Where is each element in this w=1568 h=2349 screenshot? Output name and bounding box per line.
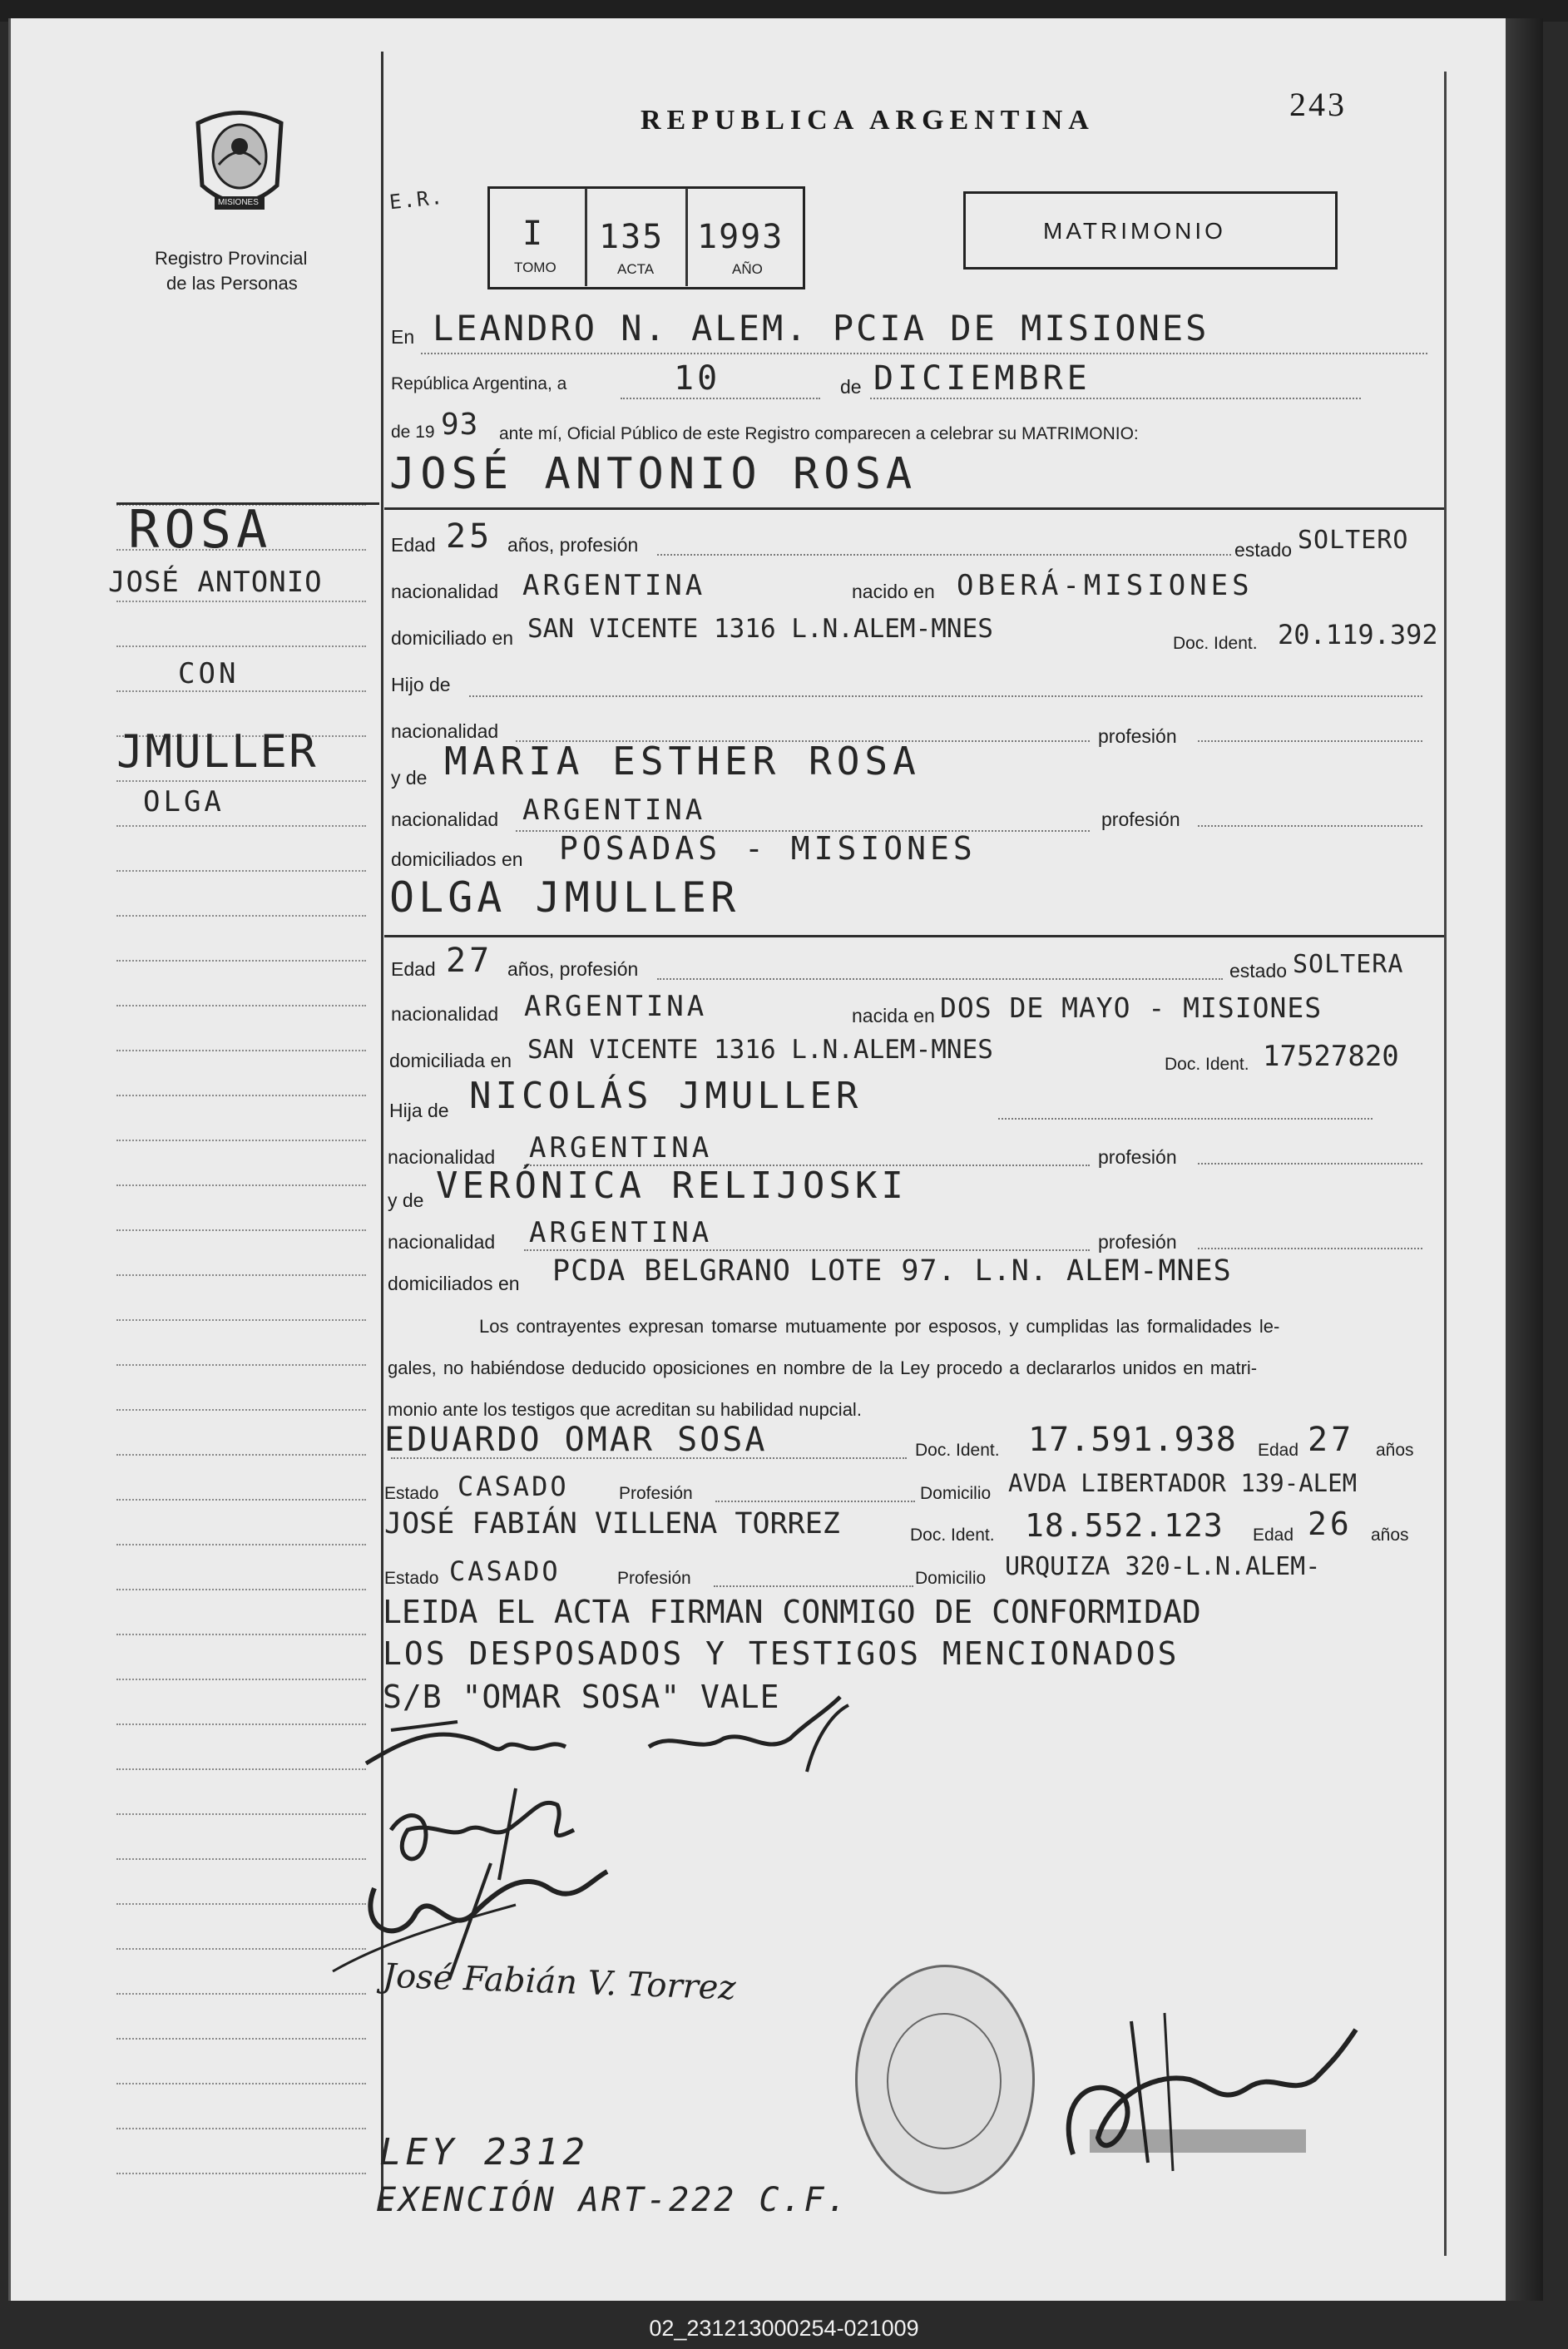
margin-connector: CON	[178, 657, 240, 690]
groom-parents-domicilio: POSADAS - MISIONES	[559, 830, 977, 867]
republica-label: República Argentina, a	[391, 374, 567, 393]
bride-anos-profesion-label: años, profesión	[507, 958, 639, 980]
clerk-initials: E.R.	[388, 185, 446, 215]
witness2-doc: 18.552.123	[1025, 1507, 1224, 1544]
bride-mother: VERÓNICA RELIJOSKI	[436, 1165, 908, 1207]
groom-edad-label: Edad	[391, 534, 436, 556]
law-line1: LEY 2312	[379, 2131, 589, 2173]
groom-doc: 20.119.392	[1278, 619, 1438, 650]
bride-mother-nac-label: nacionalidad	[388, 1231, 496, 1253]
witness1-profesion-label: Profesión	[619, 1484, 693, 1503]
closing-line2: LOS DESPOSADOS Y TESTIGOS MENCIONADOS	[383, 1635, 1180, 1672]
bride-father-prof-label: profesión	[1098, 1146, 1177, 1168]
groom-mother: MARIA ESTHER ROSA	[444, 739, 921, 784]
bride-profesion-line	[657, 978, 1223, 980]
witness2-anos-label: años	[1371, 1526, 1409, 1545]
witness1-name-line	[391, 1457, 907, 1459]
witness2-estado-label: Estado	[384, 1569, 439, 1588]
groom-father-prof-label: profesión	[1098, 725, 1177, 747]
witness2-name: JOSÉ FABIÁN VILLENA TORREZ	[384, 1507, 840, 1540]
witness1-profesion-line	[715, 1501, 915, 1502]
tomo-value: I	[522, 215, 547, 253]
record-box-divider	[685, 188, 688, 286]
witness2-age: 26	[1308, 1506, 1353, 1542]
act-type: MATRIMONIO	[1043, 218, 1226, 244]
bride-father: NICOLÁS JMULLER	[469, 1075, 863, 1117]
country-heading: REPUBLICA ARGENTINA	[641, 105, 1095, 136]
groom-mother-nac: ARGENTINA	[522, 794, 706, 827]
bride-section-rule	[384, 935, 1444, 937]
margin-bride-surname: JMULLER	[116, 725, 318, 778]
month-line	[870, 398, 1361, 399]
bride-father-prof-line	[1198, 1163, 1422, 1165]
groom-nacionalidad-label: nacionalidad	[391, 581, 499, 602]
groom-mother-prof-label: profesión	[1101, 809, 1180, 830]
groom-estado: SOLTERO	[1298, 526, 1409, 555]
day-line	[621, 398, 820, 399]
law-line2: EXENCIÓN ART-222 C.F.	[376, 2181, 849, 2219]
bride-nacionalidad-label: nacionalidad	[391, 1003, 499, 1025]
witness2-doc-label: Doc. Ident.	[910, 1526, 995, 1545]
acta-value: 135	[599, 218, 665, 256]
bride-full-name: OLGA JMULLER	[389, 873, 740, 922]
groom-section-rule	[384, 507, 1444, 510]
bride-estado-label: estado	[1229, 960, 1288, 982]
officer-signature	[1023, 2005, 1373, 2188]
bride-doc-label: Doc. Ident.	[1165, 1055, 1249, 1074]
groom-father-nac-label: nacionalidad	[391, 720, 499, 742]
bride-domiciliados-label: domiciliados en	[388, 1273, 520, 1294]
witness1-domicilio: AVDA LIBERTADOR 139-ALEM	[1008, 1469, 1358, 1497]
groom-hijo-label: Hijo de	[391, 674, 451, 695]
groom-father-prof-line	[1198, 740, 1422, 742]
intro-statement: ante mí, Oficial Público de este Registro comparecen a celebrar su MATRIMONIO:	[499, 424, 1139, 443]
closing-line1: LEIDA EL ACTA FIRMAN CONMIGO DE CONFORMIDAD	[383, 1594, 1201, 1630]
groom-profesion-line	[657, 554, 1231, 556]
bride-age: 27	[446, 942, 493, 980]
groom-mother-nac-label: nacionalidad	[391, 809, 499, 830]
witness1-estado-label: Estado	[384, 1484, 439, 1503]
groom-signature	[341, 1689, 873, 1788]
bride-hija-label: Hija de	[389, 1100, 449, 1121]
witness1-anos-label: años	[1376, 1441, 1414, 1460]
declaration-line1: Los contrayentes expresan tomarse mutuamente por esposos, y cumplidas las formalidades le-	[479, 1316, 1280, 1337]
place-line	[421, 353, 1427, 354]
bride-edad-label: Edad	[391, 958, 436, 980]
groom-full-name: JOSÉ ANTONIO ROSA	[389, 449, 918, 499]
groom-nacionalidad: ARGENTINA	[522, 569, 706, 602]
margin-groom-surname: ROSA	[128, 499, 273, 560]
declaration-line3: monio ante los testigos que acreditan su habilidad nupcial.	[388, 1399, 862, 1420]
right-rule	[1444, 72, 1447, 2256]
witness2-edad-label: Edad	[1253, 1526, 1294, 1545]
groom-doc-label: Doc. Ident.	[1173, 634, 1258, 653]
seal-label: MISIONES	[218, 198, 259, 207]
record-box-divider	[585, 188, 587, 286]
closing-line3: S/B "OMAR SOSA" VALE	[383, 1679, 780, 1715]
witness2-domicilio-label: Domicilio	[915, 1569, 987, 1588]
groom-y-de-label: y de	[391, 767, 428, 789]
bride-estado: SOLTERA	[1293, 950, 1404, 979]
groom-age: 25	[446, 517, 493, 556]
witness2-profesion-line	[714, 1585, 913, 1587]
book-spine	[1506, 18, 1543, 2301]
anio-value: 1993	[697, 218, 784, 256]
year-prefix: de 19	[391, 423, 435, 442]
groom-estado-label: estado	[1234, 539, 1293, 561]
witness1-estado: CASADO	[458, 1471, 569, 1502]
groom-domicilio: SAN VICENTE 1316 L.N.ALEM-MNES	[527, 614, 993, 644]
bride-parents-domicilio: PCDA BELGRANO LOTE 97. L.N. ALEM-MNES	[552, 1254, 1232, 1288]
witness1-domicilio-label: Domicilio	[920, 1484, 992, 1503]
bride-nacida: DOS DE MAYO - MISIONES	[940, 992, 1323, 1024]
bride-mother-prof-label: profesión	[1098, 1231, 1177, 1253]
registry-name-line1: Registro Provincial	[155, 248, 308, 269]
ledger-page	[8, 18, 1508, 2301]
witness1-doc-label: Doc. Ident.	[915, 1441, 1000, 1460]
witness1-name: EDUARDO OMAR SOSA	[384, 1421, 768, 1459]
groom-mother-prof-line	[1198, 825, 1422, 827]
registry-name-line2: de las Personas	[166, 273, 298, 294]
file-id-footer: 02_231213000254-021009	[0, 2307, 1568, 2349]
bride-mother-prof-line	[1198, 1248, 1422, 1249]
groom-nacido: OBERÁ-MISIONES	[957, 569, 1254, 602]
bride-father-line	[998, 1118, 1373, 1120]
bride-mother-nac-line	[524, 1249, 1090, 1251]
groom-domiciliados-label: domiciliados en	[391, 848, 523, 870]
bride-father-nac-label: nacionalidad	[388, 1146, 496, 1168]
marriage-month: DICIEMBRE	[873, 359, 1091, 398]
page-number: 243	[1289, 86, 1347, 123]
bride-mother-nac: ARGENTINA	[529, 1216, 713, 1249]
witness1-edad-label: Edad	[1258, 1441, 1299, 1460]
groom-nacido-label: nacido en	[852, 581, 935, 602]
anio-label: AÑO	[732, 261, 763, 277]
groom-anos-profesion-label: años, profesión	[507, 534, 639, 556]
bride-nacionalidad: ARGENTINA	[524, 990, 708, 1023]
year-suffix: 93	[441, 408, 479, 442]
witness1-age: 27	[1308, 1421, 1355, 1459]
marriage-day: 10	[674, 359, 721, 398]
witness1-doc: 17.591.938	[1028, 1421, 1237, 1459]
bride-father-nac: ARGENTINA	[529, 1131, 713, 1165]
tomo-label: TOMO	[514, 260, 556, 275]
bride-nacida-label: nacida en	[852, 1005, 935, 1026]
groom-father-line	[469, 695, 1422, 697]
bride-y-de-label: y de	[388, 1189, 424, 1211]
bride-domicilio: SAN VICENTE 1316 L.N.ALEM-MNES	[527, 1035, 993, 1065]
bride-doc: 17527820	[1263, 1040, 1399, 1073]
witness2-domicilio: URQUIZA 320-L.N.ALEM-	[1005, 1552, 1321, 1581]
marriage-place: LEANDRO N. ALEM. PCIA DE MISIONES	[433, 308, 1209, 349]
de-label: de	[840, 376, 862, 398]
witness2-profesion-label: Profesión	[617, 1569, 691, 1588]
witness2-signature: José Fabián V. Torrez	[382, 1956, 737, 2008]
witness2-estado: CASADO	[449, 1555, 561, 1587]
official-stamp-inner	[887, 2013, 1002, 2149]
bride-domiciliada-label: domiciliada en	[389, 1050, 512, 1071]
groom-domiciliado-label: domiciliado en	[391, 627, 514, 649]
declaration-line2: gales, no habiéndose deducido oposiciones en nombre de la Ley procedo a declararlos unidos en matri-	[388, 1357, 1258, 1378]
margin-groom-names: JOSÉ ANTONIO	[108, 566, 323, 599]
acta-label: ACTA	[617, 261, 655, 277]
margin-bride-names: OLGA	[143, 785, 225, 818]
en-label: En	[391, 326, 415, 348]
